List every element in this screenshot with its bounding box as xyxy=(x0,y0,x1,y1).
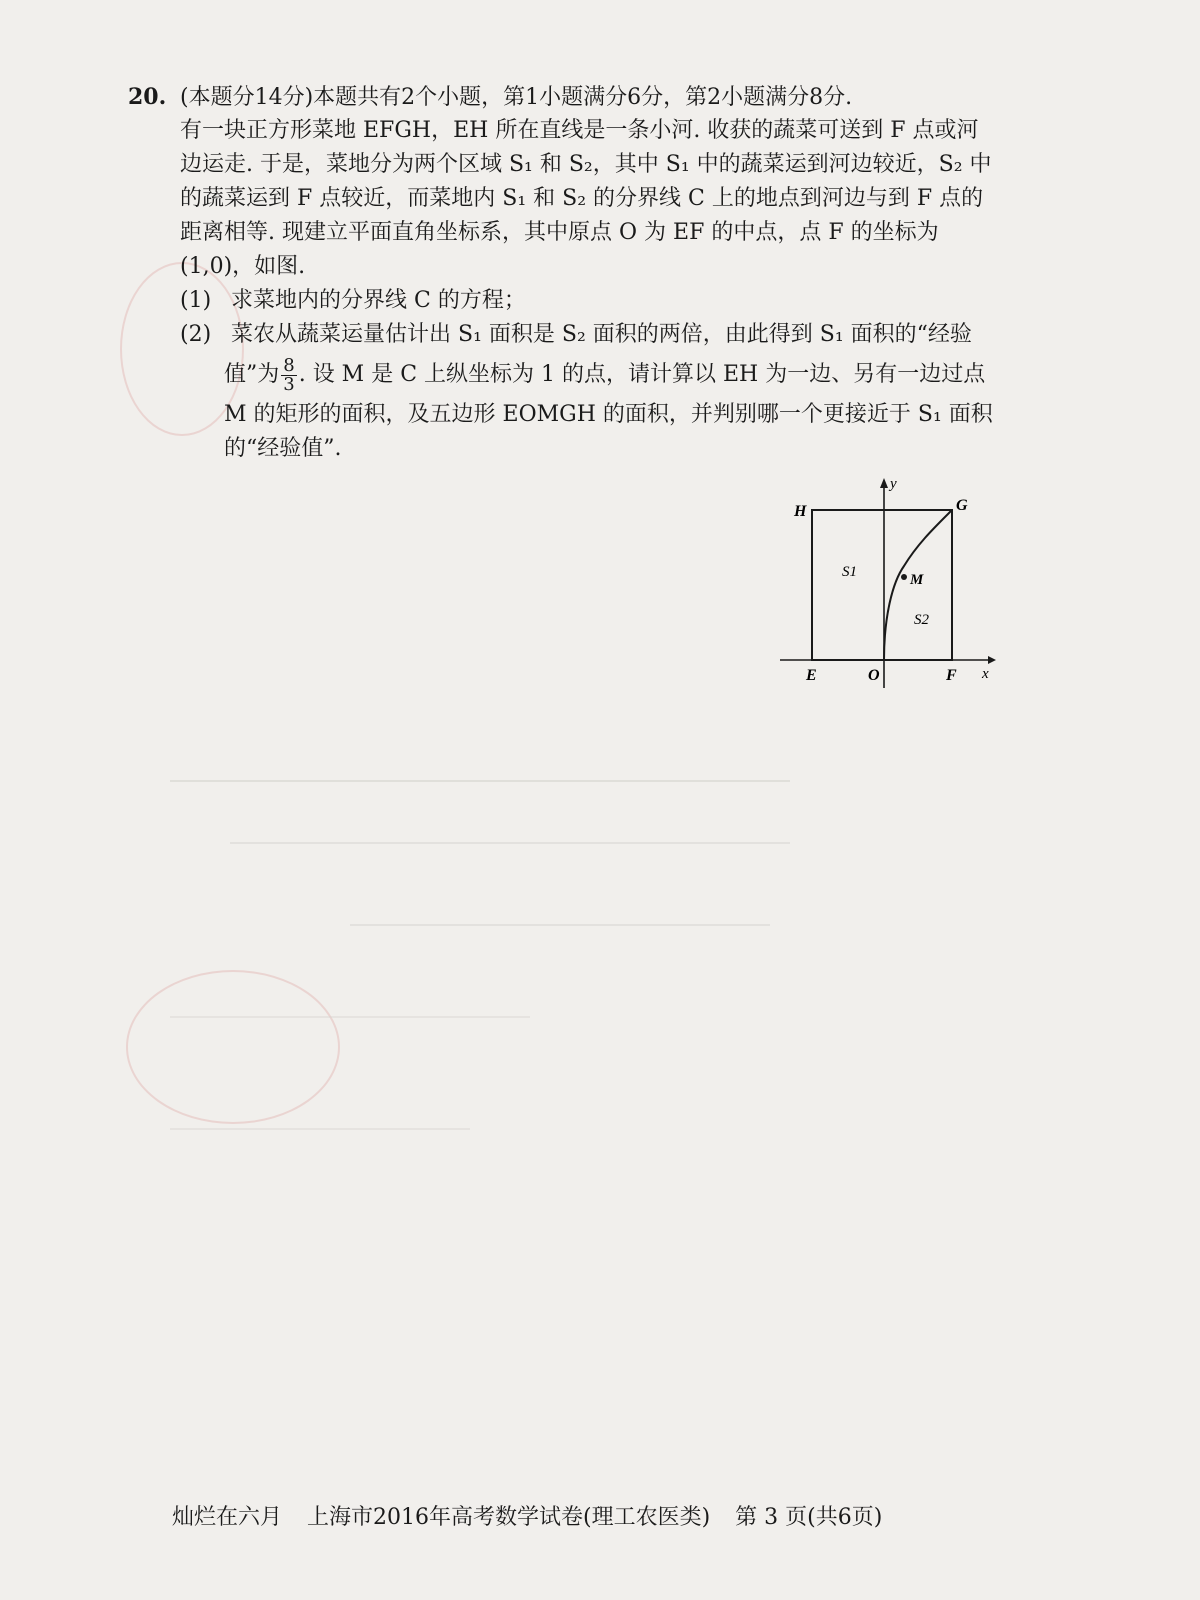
fraction-numerator: 8 xyxy=(283,354,295,376)
problem-number: 20. xyxy=(128,84,167,110)
label-e: E xyxy=(806,667,817,684)
problem-header-line xyxy=(128,80,1028,114)
fraction-8-3 xyxy=(281,354,296,395)
stem-line-2: 边运走. 于是，菜地分为两个区域 S₁ 和 S₂，其中 S₁ 中的蔬菜运到河边较近，S₂ 中 xyxy=(180,152,992,177)
stem-line-3: 的蔬菜运到 F 点较近，而菜地内 S₁ 和 S₂ 的分界线 C 上的地点到河边与到 F 点的 xyxy=(180,186,984,211)
footer-left: 灿烂在六月 xyxy=(172,1505,283,1530)
problem-header: (本题分14分)本题共有2个小题，第1小题满分6分，第2小题满分8分. xyxy=(180,85,853,110)
y-axis-arrow xyxy=(880,478,888,488)
stem-line-1: 有一块正方形菜地 EFGH，EH 所在直线是一条小河. 收获的蔬菜可送到 F 点或河 xyxy=(180,118,979,143)
question-1 xyxy=(128,284,1028,318)
question-2-line-3: M 的矩形的面积，及五边形 EOMGH 的面积，并判别哪一个更接近于 S₁ 面积 xyxy=(224,402,993,427)
q1-text: 求菜地内的分界线 C 的方程； xyxy=(231,288,526,313)
q2-text-2-pre: 值”为 xyxy=(224,362,280,387)
question-2-line-1 xyxy=(128,318,1028,352)
question-2-line-4: 的“经验值”. xyxy=(224,436,342,461)
x-axis-arrow xyxy=(988,656,996,664)
label-s1: S1 xyxy=(842,564,857,580)
question-2-line-2 xyxy=(128,352,1028,398)
q1-label: (1) xyxy=(180,288,212,313)
label-m: M xyxy=(910,572,924,588)
label-o: O xyxy=(868,667,880,684)
page-footer xyxy=(172,1500,900,1531)
label-x: x xyxy=(982,666,989,682)
point-m xyxy=(901,574,907,580)
q2-text-2-post: . 设 M 是 C 上纵坐标为 1 的点，请计算以 EH 为一边、另有一边过点 xyxy=(298,362,986,387)
fraction-denominator: 3 xyxy=(283,373,295,395)
label-f: F xyxy=(946,667,957,684)
stem-line-5: (1,0)，如图. xyxy=(180,254,306,279)
footer-page: 第 3 页(共6页) xyxy=(735,1505,883,1530)
bleed-through-lines xyxy=(110,760,1010,1460)
q2-text-1: 菜农从蔬菜运量估计出 S₁ 面积是 S₂ 面积的两倍，由此得到 S₁ 面积的“经验 xyxy=(231,322,972,347)
problem-20 xyxy=(128,80,1028,466)
q2-label: (2) xyxy=(180,322,212,347)
stem-line-4: 距离相等. 现建立平面直角坐标系，其中原点 O 为 EF 的中点，点 F 的坐标为 xyxy=(180,220,939,245)
label-y: y xyxy=(890,478,897,492)
label-s2: S2 xyxy=(914,612,929,628)
footer-title: 上海市2016年高考数学试卷(理工农医类) xyxy=(307,1505,711,1530)
label-h: H xyxy=(794,503,807,520)
coordinate-figure xyxy=(780,478,1020,698)
label-g: G xyxy=(956,497,968,514)
